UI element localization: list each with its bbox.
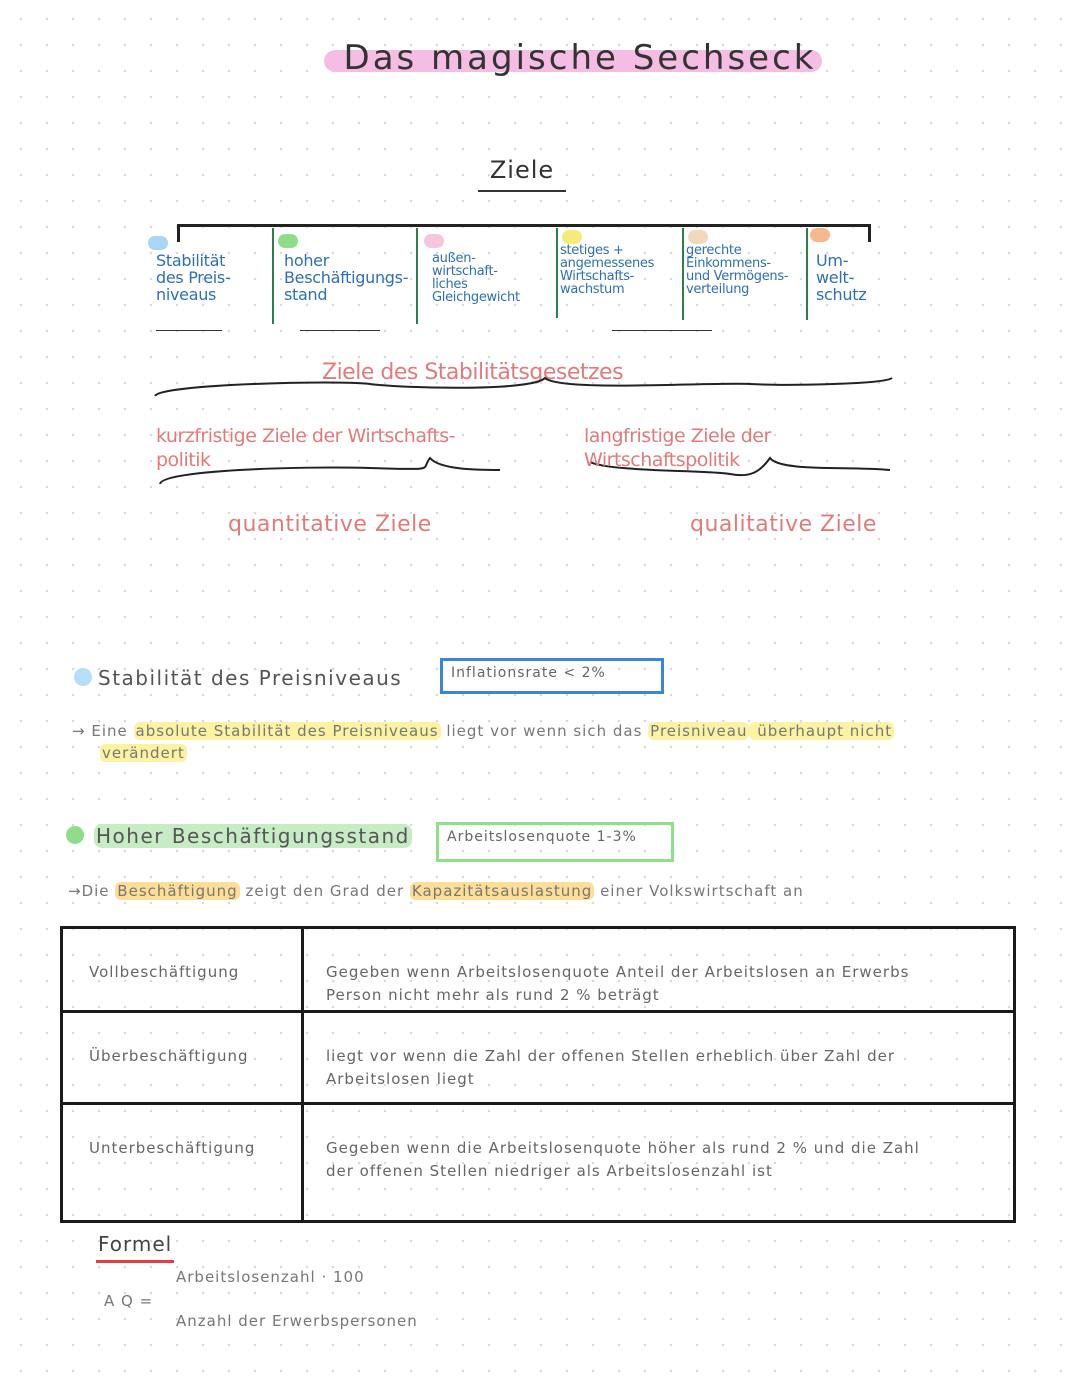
goal-color-dot xyxy=(810,228,830,242)
goal-color-dot xyxy=(688,230,708,244)
bullet-dot-green xyxy=(66,826,84,844)
goal-color-dot xyxy=(562,230,582,244)
goal-item: außen- wirtschaft- liches Gleichgewicht xyxy=(432,251,520,305)
goal-item: stetiges + angemessenes Wirtschafts- wachstum xyxy=(560,243,655,297)
note-highlight-2: Kapazitätsauslastung xyxy=(411,882,593,900)
goal-item: Um- welt- schutz xyxy=(816,251,867,304)
bracket-tick-right xyxy=(868,224,871,242)
goals-law-label: Ziele des Stabilitätsgesetzes xyxy=(322,360,624,385)
goal-separator xyxy=(806,228,808,320)
section1-note xyxy=(72,720,992,764)
subtitle-underline xyxy=(478,190,566,192)
note-highlight: Beschäftigung xyxy=(117,882,238,900)
goal-separator xyxy=(682,228,684,320)
note-highlight-2: Preisniveau xyxy=(650,722,748,740)
short-term-goals: kurzfristige Ziele der Wirtschafts- politik xyxy=(156,425,456,471)
goal-separator xyxy=(272,228,274,324)
note-prefix: Die xyxy=(81,882,116,900)
table-term: Überbeschäftigung xyxy=(62,1012,303,1104)
section2-title: Hoher Beschäftigungsstand xyxy=(96,824,410,848)
note-mid: liegt vor wenn sich das xyxy=(440,722,649,740)
note-line2: verändert xyxy=(102,744,185,762)
table-row xyxy=(62,1104,1015,1222)
qualitative-goals: qualitative Ziele xyxy=(690,512,877,537)
goals-bracket xyxy=(177,224,871,227)
goal-color-dot xyxy=(424,234,444,248)
goal-underline xyxy=(300,330,380,331)
long-term-goals: langfristige Ziele der Wirtschaftspolitik xyxy=(584,425,771,471)
arrow-icon: → xyxy=(72,722,86,740)
goal-color-dot xyxy=(278,234,298,248)
goal-underline xyxy=(612,330,712,331)
formula-heading: Formel xyxy=(98,1232,173,1256)
table-row xyxy=(62,928,1015,1012)
arrow-icon: → xyxy=(68,882,82,900)
goal-color-dot xyxy=(148,236,168,250)
bracket-tick-left xyxy=(177,224,180,242)
table-term: Unterbeschäftigung xyxy=(62,1104,303,1222)
note-mid: zeigt den Grad der xyxy=(239,882,410,900)
goal-item: gerechte Einkommens- und Vermögens- verteilung xyxy=(686,243,789,297)
goal-item: Stabilität des Preis- niveaus xyxy=(156,251,231,304)
formula-numerator: Arbeitslosenzahl · 100 xyxy=(176,1268,365,1286)
table-term: Vollbeschäftigung xyxy=(62,928,303,1012)
bullet-dot-blue xyxy=(74,668,92,686)
section2-note xyxy=(68,882,1008,900)
brace-law xyxy=(155,378,892,396)
formula-underline xyxy=(96,1260,174,1263)
goal-underline xyxy=(156,330,222,331)
goal-item: hoher Beschäftigungs- stand xyxy=(284,251,409,304)
section1-title: Stabilität des Preisniveaus xyxy=(98,666,403,690)
formula-denominator: Anzahl der Erwerbspersonen xyxy=(176,1312,418,1330)
page-title: Das magische Sechseck xyxy=(343,38,817,78)
section2-box: Arbeitslosenquote 1-3% xyxy=(436,822,674,862)
note-prefix: Eine xyxy=(91,722,134,740)
formula-lhs: A Q = xyxy=(104,1292,154,1310)
subtitle-ziele: Ziele xyxy=(489,156,555,184)
table-definition: Gegeben wenn die Arbeitslosenquote höher als rund 2 % und die Zahl der offenen Stellen niedriger als Arbeitslosenzahl ist xyxy=(303,1104,1015,1222)
employment-table xyxy=(60,926,1016,1223)
table-definition: Gegeben wenn Arbeitslosenquote Anteil der Arbeitslosen an Erwerbs Person nicht mehr als rund 2 % beträgt xyxy=(303,928,1015,1012)
note-end: einer Volkswirtschaft an xyxy=(594,882,804,900)
goal-separator xyxy=(416,228,418,324)
note-highlight: absolute Stabilität des Preisniveaus xyxy=(135,722,439,740)
note-end: überhaupt nicht xyxy=(751,722,893,740)
quantitative-goals: quantitative Ziele xyxy=(228,512,432,537)
table-row xyxy=(62,1012,1015,1104)
goal-separator xyxy=(556,228,558,318)
section1-box: Inflationsrate < 2% xyxy=(440,658,664,694)
table-definition: liegt vor wenn die Zahl der offenen Stellen erheblich über Zahl der Arbeitslosen liegt xyxy=(303,1012,1015,1104)
